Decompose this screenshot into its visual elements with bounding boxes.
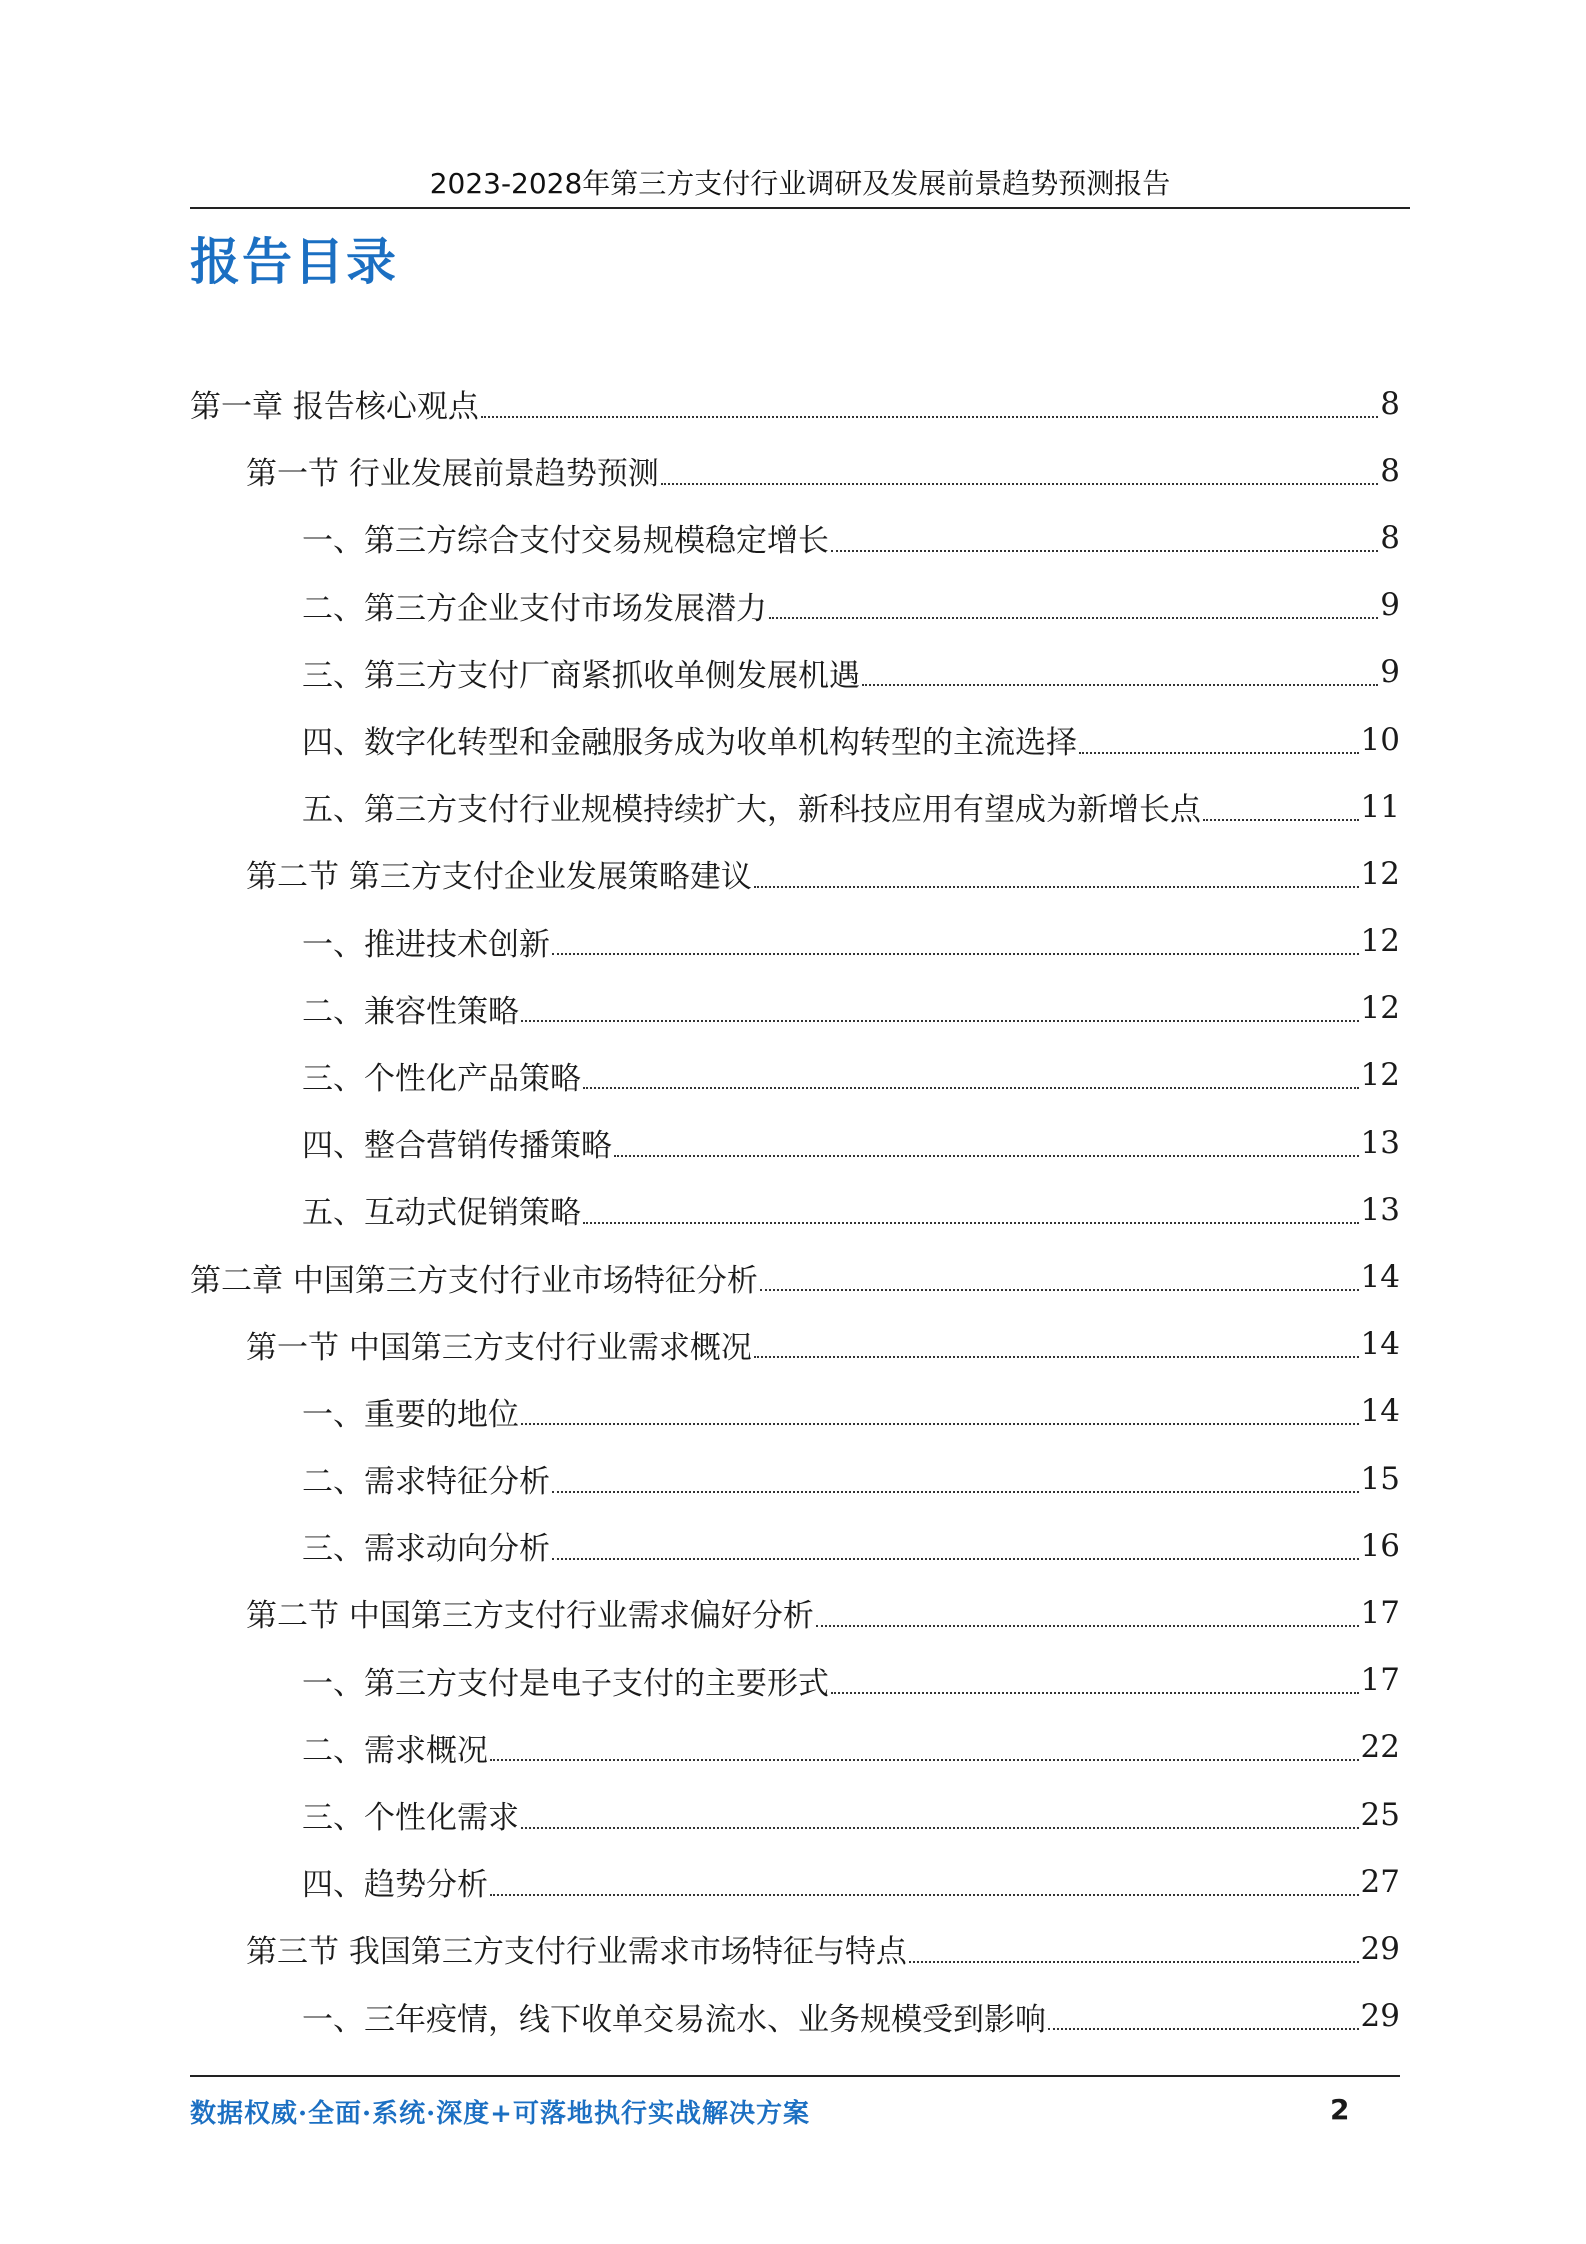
toc-entry[interactable] (190, 504, 1400, 571)
toc-entry[interactable] (190, 840, 1400, 907)
toc-dot-leader (481, 416, 1378, 418)
toc-entry-page: 13 (1360, 1124, 1400, 1161)
report-heading: 报告目录 (190, 233, 398, 291)
toc-entry-page: 10 (1360, 721, 1400, 758)
table-of-contents (190, 370, 1400, 2050)
toc-entry-label: 三、个性化产品策略 (302, 1060, 581, 1097)
toc-entry[interactable] (190, 1243, 1400, 1310)
toc-entry-label: 一、三年疫情，线下收单交易流水、业务规模受到影响 (302, 2001, 1046, 2038)
toc-dot-leader (816, 1625, 1359, 1627)
footer-page-number: 2 (1330, 2093, 1350, 2126)
toc-entry-label: 第一节 中国第三方支付行业需求概况 (246, 1329, 752, 1366)
toc-entry[interactable] (190, 370, 1400, 437)
toc-entry-label: 四、整合营销传播策略 (302, 1128, 612, 1165)
toc-entry-label: 第二章 中国第三方支付行业市场特征分析 (190, 1262, 758, 1299)
toc-dot-leader (583, 1222, 1359, 1224)
toc-entry-label: 第二节 第三方支付企业发展策略建议 (246, 859, 752, 896)
toc-entry-page: 22 (1360, 1729, 1400, 1766)
toc-entry[interactable] (190, 1512, 1400, 1579)
toc-entry-page: 14 (1360, 1393, 1400, 1430)
toc-entry-page: 12 (1360, 855, 1400, 892)
toc-entry-label: 一、第三方支付是电子支付的主要形式 (302, 1665, 829, 1702)
toc-dot-leader (831, 550, 1378, 552)
footer-rule (190, 2075, 1400, 2077)
toc-entry[interactable] (190, 572, 1400, 639)
toc-entry-page: 13 (1360, 1191, 1400, 1228)
toc-dot-leader (583, 1087, 1359, 1089)
toc-entry-page: 11 (1360, 788, 1400, 825)
toc-entry-page: 12 (1360, 923, 1400, 960)
toc-entry-page: 8 (1380, 519, 1400, 556)
toc-entry[interactable] (190, 706, 1400, 773)
toc-entry[interactable] (190, 1042, 1400, 1109)
toc-entry-page: 17 (1360, 1662, 1400, 1699)
footer-slogan: 数据权威·全面·系统·深度+可落地执行实战解决方案 (190, 2099, 810, 2129)
toc-entry-label: 二、第三方企业支付市场发展潜力 (302, 590, 767, 627)
toc-dot-leader (769, 617, 1378, 619)
toc-dot-leader (1203, 819, 1359, 821)
toc-dot-leader (1048, 2028, 1359, 2030)
toc-entry[interactable] (190, 1848, 1400, 1915)
toc-entry-page: 17 (1360, 1594, 1400, 1631)
toc-entry-label: 五、互动式促销策略 (302, 1195, 581, 1232)
toc-entry-label: 第一节 行业发展前景趋势预测 (246, 456, 659, 493)
toc-dot-leader (521, 1423, 1359, 1425)
toc-entry-page: 29 (1360, 1930, 1400, 1967)
toc-entry-page: 27 (1360, 1863, 1400, 1900)
toc-entry[interactable] (190, 773, 1400, 840)
toc-entry-label: 一、推进技术创新 (302, 926, 550, 963)
toc-dot-leader (754, 886, 1359, 888)
toc-dot-leader (661, 483, 1378, 485)
toc-entry[interactable] (190, 1109, 1400, 1176)
toc-entry[interactable] (190, 1714, 1400, 1781)
toc-entry-label: 第三节 我国第三方支付行业需求市场特征与特点 (246, 1934, 907, 1971)
toc-entry-page: 12 (1360, 1057, 1400, 1094)
toc-entry-page: 14 (1360, 1259, 1400, 1296)
toc-entry-page: 8 (1380, 452, 1400, 489)
toc-entry-label: 四、数字化转型和金融服务成为收单机构转型的主流选择 (302, 725, 1077, 762)
toc-entry-label: 三、第三方支付厂商紧抓收单侧发展机遇 (302, 657, 860, 694)
toc-entry[interactable] (190, 1378, 1400, 1445)
toc-dot-leader (760, 1289, 1359, 1291)
toc-entry-label: 一、第三方综合支付交易规模稳定增长 (302, 523, 829, 560)
toc-entry-page: 12 (1360, 990, 1400, 1027)
toc-dot-leader (490, 1759, 1359, 1761)
toc-entry[interactable] (190, 437, 1400, 504)
toc-dot-leader (862, 684, 1378, 686)
toc-entry-page: 16 (1360, 1527, 1400, 1564)
toc-entry[interactable] (190, 1445, 1400, 1512)
toc-entry[interactable] (190, 1311, 1400, 1378)
toc-entry-page: 8 (1380, 385, 1400, 422)
toc-entry-label: 三、个性化需求 (302, 1800, 519, 1837)
toc-dot-leader (521, 1827, 1359, 1829)
toc-dot-leader (614, 1155, 1359, 1157)
toc-entry[interactable] (190, 1647, 1400, 1714)
toc-dot-leader (1079, 752, 1359, 754)
toc-entry-page: 15 (1360, 1460, 1400, 1497)
toc-entry-page: 9 (1380, 587, 1400, 624)
toc-dot-leader (754, 1356, 1359, 1358)
page-header-title: 2023-2028年第三方支付行业调研及发展前景趋势预测报告 (429, 167, 1171, 200)
toc-dot-leader (521, 1020, 1359, 1022)
toc-entry-page: 9 (1380, 654, 1400, 691)
toc-entry-label: 二、兼容性策略 (302, 993, 519, 1030)
toc-dot-leader (909, 1961, 1359, 1963)
toc-entry-label: 第二节 中国第三方支付行业需求偏好分析 (246, 1598, 814, 1635)
toc-entry[interactable] (190, 908, 1400, 975)
toc-entry[interactable] (190, 1176, 1400, 1243)
toc-entry-label: 一、重要的地位 (302, 1396, 519, 1433)
toc-dot-leader (552, 1558, 1359, 1560)
toc-entry-label: 二、需求概况 (302, 1732, 488, 1769)
toc-entry[interactable] (190, 639, 1400, 706)
toc-entry[interactable] (190, 1579, 1400, 1646)
toc-dot-leader (552, 953, 1359, 955)
toc-entry-page: 25 (1360, 1796, 1400, 1833)
toc-dot-leader (831, 1692, 1359, 1694)
toc-entry-page: 14 (1360, 1326, 1400, 1363)
toc-entry-page: 29 (1360, 1998, 1400, 2035)
toc-dot-leader (552, 1491, 1359, 1493)
toc-entry[interactable] (190, 1915, 1400, 1982)
toc-entry[interactable] (190, 1781, 1400, 1848)
toc-entry-label: 三、需求动向分析 (302, 1531, 550, 1568)
header-rule (190, 207, 1410, 209)
toc-entry[interactable] (190, 1983, 1400, 2050)
toc-entry-label: 二、需求特征分析 (302, 1464, 550, 1501)
toc-entry-label: 四、趋势分析 (302, 1867, 488, 1904)
toc-entry[interactable] (190, 975, 1400, 1042)
toc-dot-leader (490, 1894, 1359, 1896)
toc-entry-label: 第一章 报告核心观点 (190, 389, 479, 426)
toc-entry-label: 五、第三方支付行业规模持续扩大，新科技应用有望成为新增长点 (302, 792, 1201, 829)
